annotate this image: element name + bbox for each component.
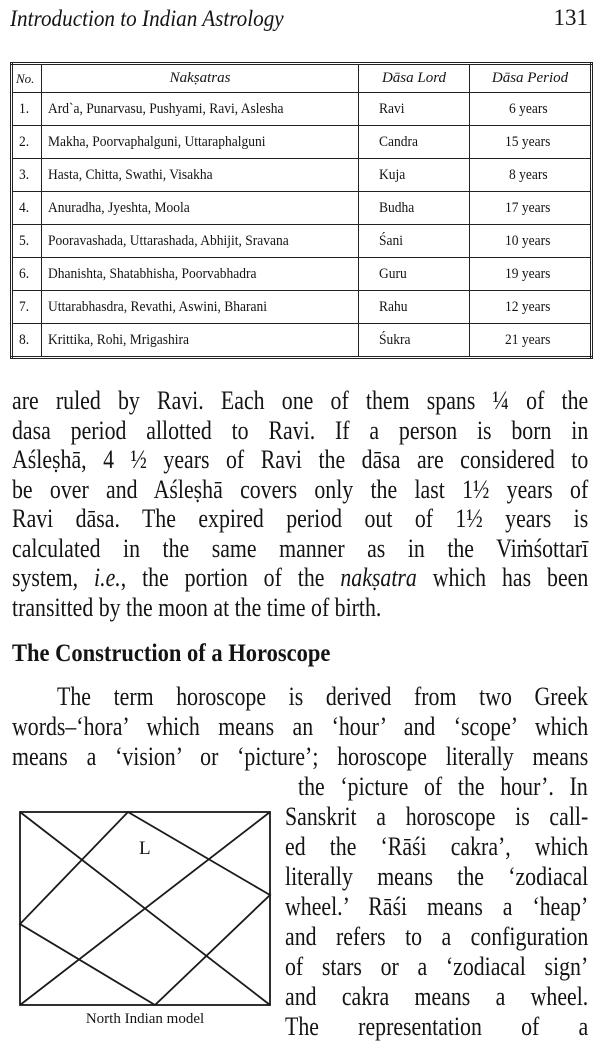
cell-nakshatras-text: Krittika, Rohi, Mrigashira — [48, 331, 189, 348]
paragraph-line: literally means the ‘zodiacal — [285, 862, 589, 891]
cell-dasa-period-text: 15 years — [504, 133, 551, 150]
cell-dasa-lord-text: Candra — [379, 133, 418, 150]
lagna-label: L — [139, 838, 151, 859]
paragraph-line: of stars or a ‘zodiacal sign’ — [285, 952, 589, 981]
cell-nakshatras-text: Hasta, Chitta, Swathi, Visakha — [48, 166, 213, 183]
cell-no-text: 4. — [19, 199, 30, 216]
column-header-dasa-period: Dāsa Period — [470, 64, 592, 93]
cell-no-text: 8. — [19, 331, 30, 348]
text-segment: , the portion of the — [120, 563, 341, 592]
cell-dasa-lord-text: Rahu — [379, 298, 408, 315]
cell-dasa-period-text: 17 years — [504, 199, 551, 216]
cell-dasa-period-text: 19 years — [504, 265, 551, 282]
paragraph-line: transitted by the moon at the time of birth. — [12, 592, 382, 622]
cell-dasa-period-text: 8 years — [508, 166, 548, 183]
paragraph-line: The term horoscope is derived from two Greek — [57, 682, 588, 711]
italic-term: nakṣatra — [340, 563, 417, 592]
paragraph-line: are ruled by Ravi. Each one of them spans ¼ of the — [12, 386, 589, 415]
cell-no-text: 5. — [19, 232, 30, 249]
cell-nakshatras-text: Ard`a, Punarvasu, Pushyami, Ravi, Aslesha — [48, 100, 284, 117]
cell-dasa-lord-text: Śukra — [379, 331, 411, 348]
running-header-title: Introduction to Indian Astrology — [10, 6, 284, 31]
cell-dasa-period-text: 21 years — [504, 331, 551, 348]
cell-nakshatras-text: Makha, Poorvaphalguni, Uttaraphalguni — [48, 133, 266, 150]
italic-term: i.e. — [94, 563, 121, 592]
paragraph-line: Ravi dāsa. The expired period out of 1½ years is — [12, 504, 589, 533]
paragraph-line: The representation of a — [285, 1012, 589, 1041]
cell-dasa-lord-text: Guru — [379, 265, 407, 282]
column-header-nakshatras: Nakṣatras — [42, 64, 359, 93]
page-number: 131 — [553, 5, 588, 30]
paragraph-line: ed the ‘Rāśi cakra’, which — [285, 832, 589, 861]
cell-nakshatras-text: Dhanishta, Shatabhisha, Poorvabhadra — [48, 265, 257, 282]
paragraph-line: dasa period allotted to Ravi. If a person is born in — [12, 415, 589, 445]
paragraph-line: words–‘hora’ which means an ‘hour’ and ‘scope’ which — [12, 712, 589, 741]
paragraph-line: the ‘picture of the hour’. In — [298, 772, 588, 801]
cell-no-text: 2. — [19, 133, 30, 150]
cell-dasa-lord-text: Kuja — [379, 166, 406, 183]
cell-no-text: 7. — [19, 298, 30, 315]
cell-no-text: 3. — [19, 166, 30, 183]
text-segment: which has been — [416, 563, 589, 592]
column-header-no: No. — [12, 64, 42, 93]
paragraph-line: Sanskrit a horoscope is call- — [285, 802, 589, 831]
paragraph-line: means a ‘vision’ or ‘picture’; horoscope literally means — [12, 742, 589, 771]
cell-dasa-period-text: 10 years — [504, 232, 551, 249]
cell-dasa-period-text: 12 years — [504, 298, 551, 315]
cell-no-text: 6. — [19, 265, 30, 282]
cell-nakshatras-text: Uttarabhasdra, Revathi, Aswini, Bharani — [48, 298, 267, 315]
column-header-dasa-lord: Dāsa Lord — [359, 64, 470, 93]
paragraph-line: Aśleṣhā, 4 ½ years of Ravi the dāsa are considered to — [12, 445, 589, 474]
paragraph-line: wheel.’ Rāśi means a ‘heap’ — [285, 892, 589, 921]
cell-dasa-lord-text: Ravi — [379, 100, 405, 117]
cell-dasa-lord-text: Budha — [379, 199, 415, 216]
cell-dasa-period-text: 6 years — [508, 100, 548, 117]
paragraph-line: be over and Aśleṣhā covers only the last 1½ years of — [12, 474, 589, 504]
cell-no-text: 1. — [19, 100, 30, 117]
cell-nakshatras-text: Anuradha, Jyeshta, Moola — [48, 199, 190, 216]
cell-nakshatras-text: Pooravashada, Uttarashada, Abhijit, Sravana — [48, 232, 289, 249]
paragraph-line: and refers to a configuration — [285, 922, 589, 951]
paragraph-line: and cakra means a wheel. — [285, 982, 589, 1011]
text-segment: system, — [12, 563, 95, 592]
cell-dasa-lord-text: Śani — [379, 232, 404, 249]
paragraph-line: calculated in the same manner as in the Viṁśottarī — [12, 533, 589, 563]
section-heading: The Construction of a Horoscope — [12, 640, 331, 667]
figure-caption: North Indian model — [85, 1011, 205, 1027]
